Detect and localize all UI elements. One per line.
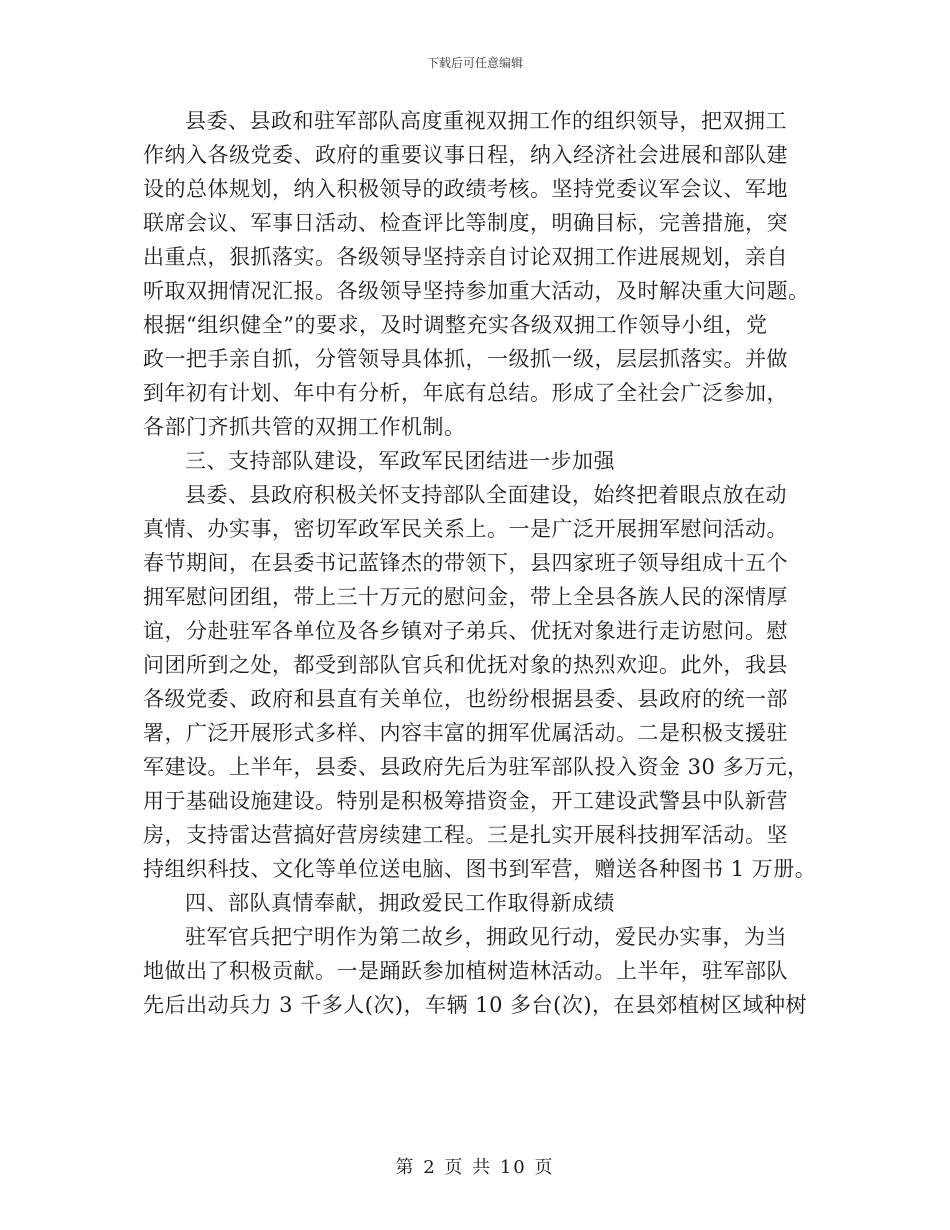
paragraph-line: 政一把手亲自抓，分管领导具体抓，一级抓一级，层层抓落实。并做 <box>143 347 788 371</box>
paragraph-line: 地做出了积极贡献。一是踊跃参加植树造林活动。上半年，驻军部队 <box>143 959 788 983</box>
page-number-footer: 第 2 页 共 10 页 <box>395 1157 555 1178</box>
paragraph-line: 各部门齐抓共管的双拥工作机制。 <box>143 415 466 439</box>
paragraph-line: 设的总体规划，纳入积极领导的政绩考核。坚持党委议军会议、军地 <box>143 177 788 201</box>
paragraph-line: 持组织科技、文化等单位送电脑、图书到军营，赠送各种图书 1 万册。 <box>143 857 817 881</box>
paragraph-line: 先后出动兵力 3 千多人(次)，车辆 10 多台(次)，在县郊植树区域种树 <box>143 993 808 1017</box>
document-body <box>143 104 823 1022</box>
page-header: 下载后可任意编辑 <box>426 56 523 70</box>
paragraph-line: 房，支持雷达营搞好营房续建工程。三是扎实开展科技拥军活动。坚 <box>143 823 788 847</box>
paragraph-line: 县委、县政和驻军部队高度重视双拥工作的组织领导，把双拥工 <box>185 109 787 133</box>
paragraph-line: 根据“组织健全”的要求，及时调整充实各级双拥工作领导小组，党 <box>143 313 768 337</box>
paragraph-line: 署，广泛开展形式多样、内容丰富的拥军优属活动。二是积极支援驻 <box>143 721 788 745</box>
paragraph-line: 真情、办实事，密切军政军民关系上。一是广泛开展拥军慰问活动。 <box>143 517 788 541</box>
paragraph-line: 听取双拥情况汇报。各级领导坚持参加重大活动，及时解决重大问题。 <box>143 279 810 303</box>
section-heading: 四、部队真情奉献，拥政爱民工作取得新成绩 <box>185 891 615 915</box>
paragraph-line: 作纳入各级党委、政府的重要议事日程，纳入经济社会进展和部队建 <box>143 143 788 167</box>
paragraph-line: 联席会议、军事日活动、检查评比等制度，明确目标，完善措施，突 <box>143 211 788 235</box>
paragraph-line: 各级党委、政府和县直有关单位，也纷纷根据县委、县政府的统一部 <box>143 687 788 711</box>
paragraph-line: 县委、县政府积极关怀支持部队全面建设，始终把着眼点放在动 <box>185 483 787 507</box>
paragraph-line: 到年初有计划、年中有分析，年底有总结。形成了全社会广泛参加， <box>143 381 788 405</box>
paragraph-line: 拥军慰问团组，带上三十万元的慰问金，带上全县各族人民的深情厚 <box>143 585 788 609</box>
paragraph-line: 驻军官兵把宁明作为第二故乡，拥政见行动，爱民办实事，为当 <box>185 925 787 949</box>
paragraph-line: 军建设。上半年，县委、县政府先后为驻军部队投入资金 30 多万元， <box>143 755 809 779</box>
paragraph-line: 谊，分赴驻军各单位及各乡镇对子弟兵、优抚对象进行走访慰问。慰 <box>143 619 788 643</box>
paragraph-line: 用于基础设施建设。特别是积极筹措资金，开工建设武警县中队新营 <box>143 789 788 813</box>
paragraph-line: 春节期间，在县委书记蓝锋杰的带领下，县四家班子领导组成十五个 <box>143 551 788 575</box>
paragraph-line: 出重点，狠抓落实。各级领导坚持亲自讨论双拥工作进展规划，亲自 <box>143 245 788 269</box>
section-heading: 三、支持部队建设，军政军民团结进一步加强 <box>185 449 615 473</box>
paragraph-line: 问团所到之处，都受到部队官兵和优抚对象的热烈欢迎。此外，我县 <box>143 653 788 677</box>
